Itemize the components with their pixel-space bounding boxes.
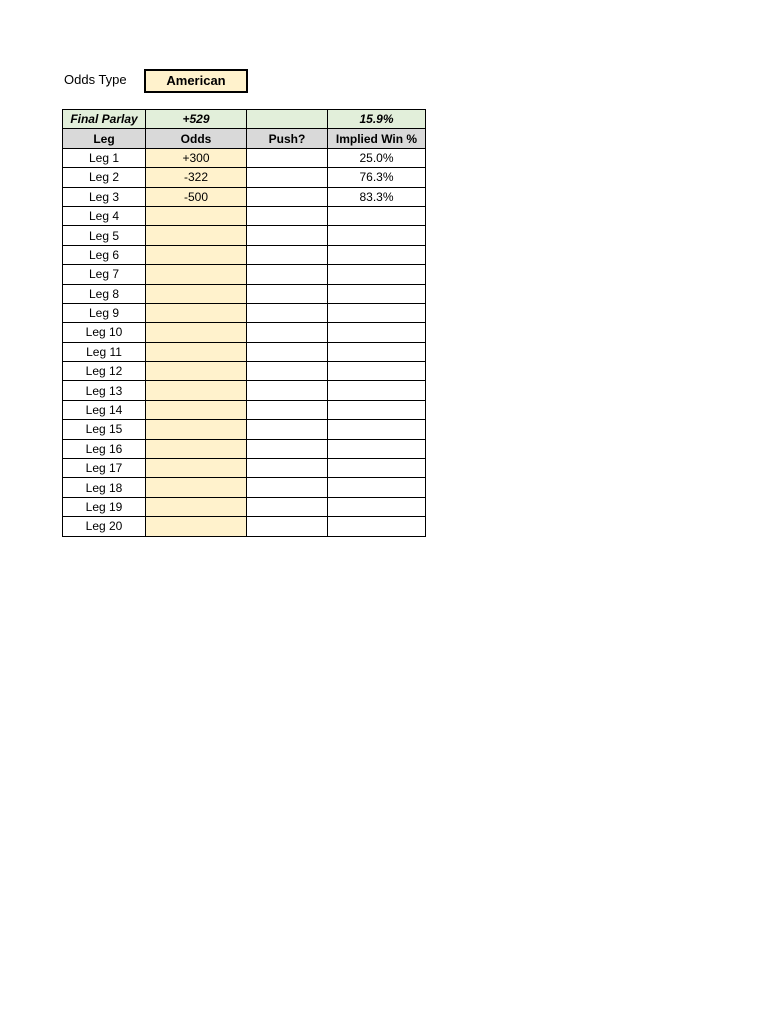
leg-push-input[interactable] <box>247 400 328 419</box>
table-row <box>63 362 426 381</box>
leg-odds-input[interactable] <box>146 381 247 400</box>
leg-odds-input[interactable] <box>146 284 247 303</box>
leg-implied-cell <box>328 342 426 361</box>
table-row <box>63 459 426 478</box>
table-row <box>63 478 426 497</box>
leg-push-input[interactable] <box>247 342 328 361</box>
table-row <box>63 187 426 206</box>
leg-odds-input[interactable]: -322 <box>146 168 247 187</box>
leg-implied-cell <box>328 265 426 284</box>
leg-name-cell: Leg 13 <box>63 381 146 400</box>
leg-odds-input[interactable] <box>146 303 247 322</box>
table-row <box>63 400 426 419</box>
leg-implied-cell <box>328 420 426 439</box>
leg-push-input[interactable] <box>247 206 328 225</box>
table-row <box>63 439 426 458</box>
leg-name-cell: Leg 9 <box>63 303 146 322</box>
header-odds: Odds <box>146 129 247 148</box>
leg-push-input[interactable] <box>247 187 328 206</box>
header-push: Push? <box>247 129 328 148</box>
leg-push-input[interactable] <box>247 478 328 497</box>
leg-implied-cell <box>328 439 426 458</box>
leg-push-input[interactable] <box>247 148 328 167</box>
leg-name-cell: Leg 16 <box>63 439 146 458</box>
leg-odds-input[interactable] <box>146 342 247 361</box>
leg-name-cell: Leg 17 <box>63 459 146 478</box>
table-row <box>63 168 426 187</box>
leg-implied-cell <box>328 381 426 400</box>
table-row <box>63 245 426 264</box>
leg-odds-input[interactable] <box>146 362 247 381</box>
leg-implied-cell <box>328 284 426 303</box>
leg-odds-input[interactable] <box>146 478 247 497</box>
leg-name-cell: Leg 5 <box>63 226 146 245</box>
table-row <box>63 381 426 400</box>
leg-odds-input[interactable] <box>146 439 247 458</box>
leg-push-input[interactable] <box>247 517 328 536</box>
final-parlay-label: Final Parlay <box>63 110 146 129</box>
leg-odds-input[interactable] <box>146 265 247 284</box>
leg-implied-cell <box>328 459 426 478</box>
leg-name-cell: Leg 15 <box>63 420 146 439</box>
table-row <box>63 148 426 167</box>
table-row <box>63 206 426 225</box>
leg-push-input[interactable] <box>247 439 328 458</box>
table-row <box>63 517 426 536</box>
leg-implied-cell <box>328 497 426 516</box>
leg-implied-cell: 25.0% <box>328 148 426 167</box>
leg-name-cell: Leg 3 <box>63 187 146 206</box>
leg-name-cell: Leg 14 <box>63 400 146 419</box>
leg-odds-input[interactable] <box>146 206 247 225</box>
header-row <box>63 129 426 148</box>
leg-name-cell: Leg 20 <box>63 517 146 536</box>
odds-type-label: Odds Type <box>64 72 127 87</box>
table-row <box>63 226 426 245</box>
leg-odds-input[interactable] <box>146 420 247 439</box>
leg-name-cell: Leg 6 <box>63 245 146 264</box>
leg-odds-input[interactable] <box>146 459 247 478</box>
leg-implied-cell <box>328 323 426 342</box>
leg-implied-cell <box>328 206 426 225</box>
leg-push-input[interactable] <box>247 265 328 284</box>
table-row <box>63 342 426 361</box>
table-row <box>63 497 426 516</box>
leg-name-cell: Leg 4 <box>63 206 146 225</box>
leg-push-input[interactable] <box>247 497 328 516</box>
table-row <box>63 265 426 284</box>
leg-push-input[interactable] <box>247 284 328 303</box>
leg-implied-cell <box>328 400 426 419</box>
leg-name-cell: Leg 18 <box>63 478 146 497</box>
leg-push-input[interactable] <box>247 362 328 381</box>
leg-implied-cell <box>328 245 426 264</box>
leg-name-cell: Leg 1 <box>63 148 146 167</box>
leg-push-input[interactable] <box>247 323 328 342</box>
leg-implied-cell <box>328 226 426 245</box>
final-parlay-implied: 15.9% <box>328 110 426 129</box>
leg-name-cell: Leg 8 <box>63 284 146 303</box>
table-row <box>63 420 426 439</box>
final-parlay-push <box>247 110 328 129</box>
leg-odds-input[interactable]: +300 <box>146 148 247 167</box>
leg-push-input[interactable] <box>247 420 328 439</box>
leg-push-input[interactable] <box>247 459 328 478</box>
leg-implied-cell <box>328 303 426 322</box>
leg-name-cell: Leg 12 <box>63 362 146 381</box>
leg-odds-input[interactable] <box>146 400 247 419</box>
leg-implied-cell <box>328 517 426 536</box>
leg-odds-input[interactable] <box>146 245 247 264</box>
leg-push-input[interactable] <box>247 303 328 322</box>
leg-push-input[interactable] <box>247 245 328 264</box>
leg-push-input[interactable] <box>247 168 328 187</box>
leg-name-cell: Leg 10 <box>63 323 146 342</box>
leg-implied-cell: 76.3% <box>328 168 426 187</box>
leg-push-input[interactable] <box>247 226 328 245</box>
leg-odds-input[interactable]: -500 <box>146 187 247 206</box>
leg-name-cell: Leg 19 <box>63 497 146 516</box>
final-parlay-odds: +529 <box>146 110 247 129</box>
table-row <box>63 323 426 342</box>
leg-odds-input[interactable] <box>146 323 247 342</box>
leg-implied-cell <box>328 478 426 497</box>
odds-type-select[interactable]: American <box>144 69 248 93</box>
leg-name-cell: Leg 11 <box>63 342 146 361</box>
leg-odds-input[interactable] <box>146 517 247 536</box>
table-row <box>63 303 426 322</box>
leg-odds-input[interactable] <box>146 226 247 245</box>
header-leg: Leg <box>63 129 146 148</box>
table-row <box>63 284 426 303</box>
leg-push-input[interactable] <box>247 381 328 400</box>
leg-name-cell: Leg 2 <box>63 168 146 187</box>
header-implied: Implied Win % <box>328 129 426 148</box>
leg-implied-cell <box>328 362 426 381</box>
leg-implied-cell: 83.3% <box>328 187 426 206</box>
parlay-table <box>62 109 426 537</box>
leg-name-cell: Leg 7 <box>63 265 146 284</box>
leg-odds-input[interactable] <box>146 497 247 516</box>
final-parlay-row <box>63 110 426 129</box>
